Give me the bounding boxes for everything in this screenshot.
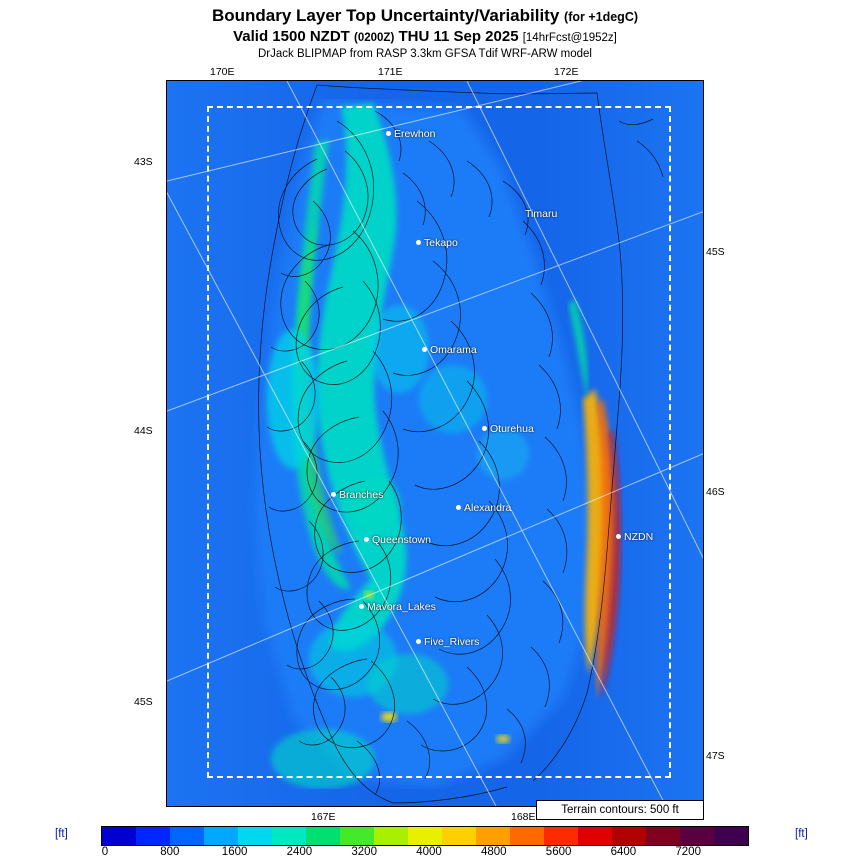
city-label: NZDN [624,531,654,544]
terrain-contour-note: Terrain contours: 500 ft [536,800,704,820]
colorbar-swatch [544,827,578,845]
colorbar-swatch [204,827,238,845]
model-domain-box [207,106,671,778]
colorbar-swatch [612,827,646,845]
lat-label-right: 47S [706,750,725,762]
city-label: Mavora_Lakes [367,601,436,614]
colorbar-tick: 5600 [545,846,572,858]
city-dot-icon [422,347,427,352]
colorbar-swatch [238,827,272,845]
city-marker [386,128,435,140]
colorbar-unit-left: [ft] [55,828,68,840]
forecast-map[interactable] [166,80,704,807]
colorbar-unit-right: [ft] [795,828,808,840]
city-label: Alexandra [464,502,512,515]
lon-label-bottom: 167E [311,811,336,823]
colorbar-swatch [374,827,408,845]
city-dot-icon [331,492,336,497]
city-marker [364,534,431,546]
forecast-tag: [14hrFcst@1952z] [522,32,617,44]
city-marker [359,601,436,613]
page-title: Boundary Layer Top Uncertainty/Variability (for +1degC) [211,6,639,25]
colorbar-tick: 4800 [481,846,507,858]
lon-label-top: 171E [378,66,403,78]
colorbar-swatch [306,827,340,845]
city-label: Timaru [525,208,558,221]
city-marker [422,344,477,356]
colorbar-swatch [714,827,748,845]
city-dot-icon [386,131,391,136]
lon-label-top: 172E [554,66,579,78]
lat-label-right: 46S [706,486,725,498]
colorbar-tick: 4000 [416,846,442,858]
city-dot-icon [616,534,621,539]
model-line: DrJack BLIPMAP from RASP 3.3km GFSA Tdif WRF-ARW model [257,48,592,60]
lat-label-left: 44S [134,425,153,437]
colorbar-swatch [408,827,442,845]
header [0,0,850,60]
colorbar-tick: 0 [101,846,109,858]
city-label: Queenstown [372,534,431,547]
city-label: Omarama [430,344,477,357]
page-title-suffix: (for +1degC) [564,10,639,24]
colorbar-tick: 2400 [286,846,313,858]
lat-label-right: 45S [706,246,725,258]
city-dot-icon [416,240,421,245]
city-marker [525,208,557,220]
colorbar-swatch [510,827,544,845]
colorbar-tick: 3200 [351,846,377,858]
city-dot-icon [359,604,364,609]
lat-label-left: 45S [134,696,153,708]
colorbar-swatch [170,827,204,845]
city-marker [331,489,383,501]
colorbar-swatch [680,827,714,845]
city-label: Branches [339,489,384,502]
city-dot-icon [456,505,461,510]
colorbar-swatch [272,827,306,845]
lon-label-bottom: 168E [511,811,536,823]
city-label: Oturehua [490,423,534,436]
lat-label-left: 43S [134,156,153,168]
colorbar-swatch [136,827,170,845]
colorbar-tick: 6400 [610,846,637,858]
colorbar-swatch [646,827,680,845]
colorbar-swatch [578,827,612,845]
colorbar-tick: 1600 [221,846,248,858]
city-marker [482,423,534,435]
city-marker [456,502,511,514]
colorbar-swatch [476,827,510,845]
colorbar-tick: 7200 [675,846,701,858]
valid-time-line: Valid 1500 NZDT (0200Z) THU 11 Sep 2025 [14hrFcst@1952z] [233,28,617,45]
city-label: Erewhon [394,128,436,141]
city-marker [616,531,653,543]
city-label: Five_Rivers [424,636,480,649]
colorbar-swatch [102,827,136,845]
city-label: Tekapo [424,237,458,250]
colorbar-tick: 800 [160,846,180,858]
city-dot-icon [482,426,487,431]
lon-label-top: 170E [210,66,235,78]
city-marker [416,636,479,648]
valid-utc: (0200Z) [354,32,395,44]
city-marker [416,237,458,249]
colorbar[interactable] [101,826,749,846]
colorbar-swatch [442,827,476,845]
colorbar-tick-labels [101,846,749,860]
colorbar-swatch [340,827,374,845]
city-dot-icon [364,537,369,542]
city-dot-icon [416,639,421,644]
